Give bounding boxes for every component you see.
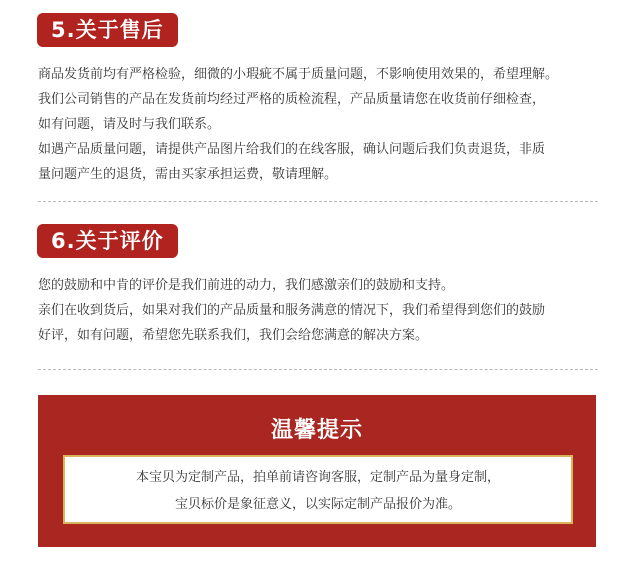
notice-box	[38, 395, 596, 547]
section-5-body	[38, 62, 608, 187]
notice-line: 宝贝标价是象征意义，以实际定制产品报价为准。	[174, 497, 461, 512]
notice-line: 本宝贝为定制产品，拍单前请咨询客服，定制产品为量身定制，	[135, 470, 500, 485]
section-6-title: 6.关于评价	[37, 224, 178, 258]
section-5-line: 如有问题，请及时与我们联系。	[38, 117, 221, 132]
notice-content-box	[63, 455, 573, 524]
section-5-line: 量问题产生的退货，需由买家承担运费，敬请理解。	[38, 167, 338, 182]
divider	[38, 201, 598, 202]
section-5-line: 如遇产品质量问题，请提供产品图片给我们的在线客服，确认问题后我们负责退货，非质	[38, 142, 546, 157]
section-6-body	[38, 273, 608, 348]
section-5-title: 5.关于售后	[37, 13, 178, 47]
bottom-margin	[0, 570, 633, 583]
divider	[38, 369, 598, 370]
section-5-line: 我们公司销售的产品在发货前均经过严格的质检流程，产品质量请您在收货前仔细检查，	[38, 92, 546, 107]
section-5-line: 商品发货前均有严格检验，细微的小瑕疵不属于质量问题，不影响使用效果的，希望理解。	[38, 67, 559, 82]
section-6-line: 您的鼓励和中肯的评价是我们前进的动力，我们感激亲们的鼓励和支持。	[38, 278, 455, 293]
section-6-line: 亲们在收到货后，如果对我们的产品质量和服务满意的情况下，我们希望得到您们的鼓励	[38, 303, 546, 318]
notice-title: 温馨提示	[270, 418, 363, 443]
section-6-line: 好评，如有问题，希望您先联系我们，我们会给您满意的解决方案。	[38, 328, 429, 343]
